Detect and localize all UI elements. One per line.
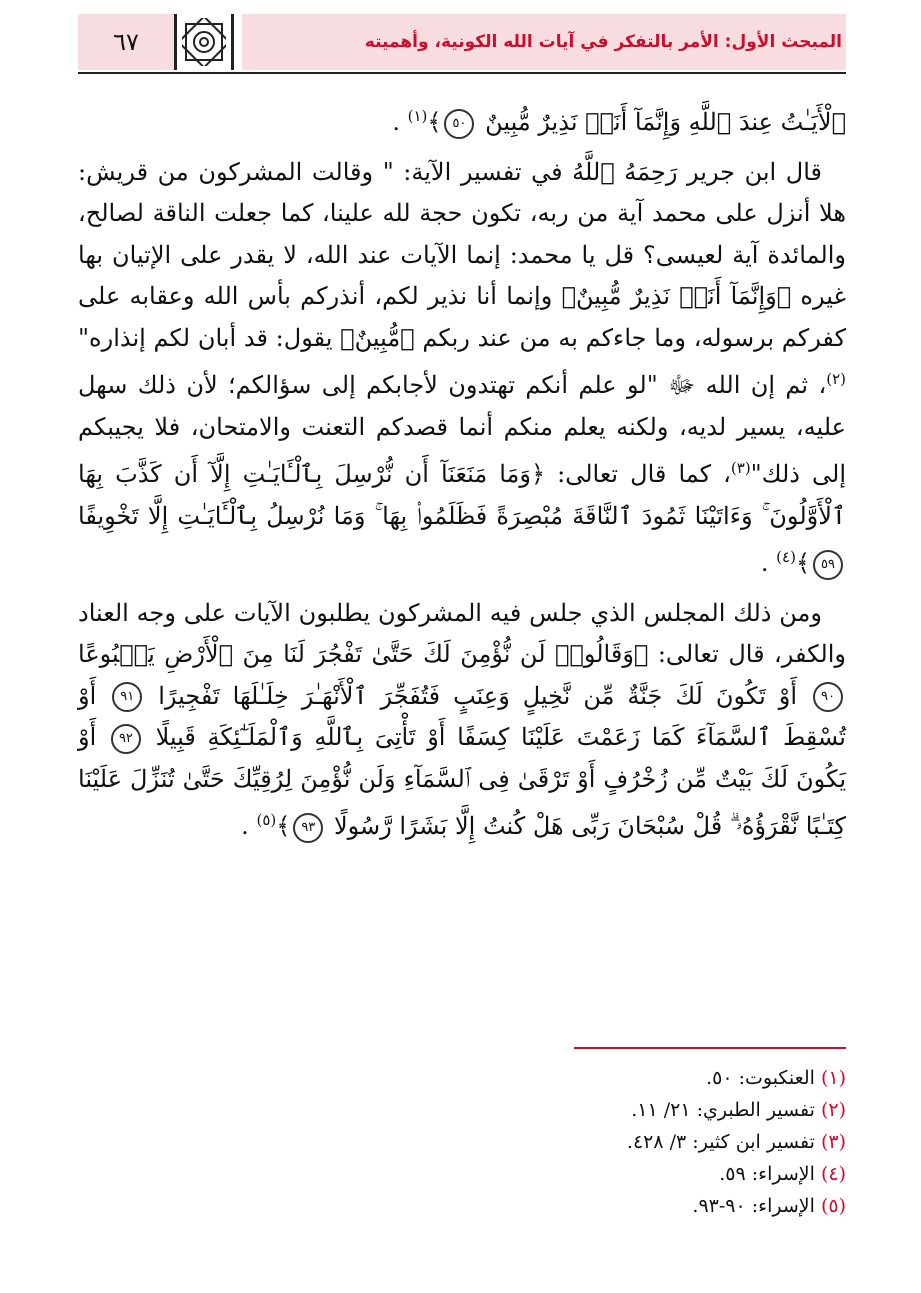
footnote-text: الإسراء: ٥٩. (719, 1163, 815, 1185)
footnote-number: (١) (820, 1067, 846, 1089)
paragraph-text: ، كما قال تعالى: (557, 460, 731, 488)
paragraph-end: . (392, 108, 400, 136)
paragraph-text: ، ثم إن الله ﷻ "لو علم أنكم تهتدون لأجابكم إلى سؤالكم؛ لأن ذلك سهل عليه، يسير لديه، ولكنه يعلم منكم أنما قصدكم التعنت والامتحان، فلا يجيبكم إلى ذلك" (78, 371, 846, 488)
footnote-item (78, 1190, 846, 1222)
footnote-ref: (٣) (730, 459, 751, 477)
paragraph-text: يقول: قد أبان لكم إنذاره" (78, 323, 333, 352)
quran-verse: ﴿وَقَالُوا۟ لَن نُّؤْمِنَ لَكَ حَتَّىٰ تَفْجُرَ لَنَا مِنَ ٱلْأَرْضِ يَنۢبُوعًا (78, 640, 649, 668)
paragraph-text: قال ابن جرير رَحِمَهُ ٱللَّهُ في تفسير الآية: " وقالت المشركون من قريش: هلا أنزل على محمد آية من ربه، تكون حجة لله علينا، كما جعلت الناقة لصالح، والمائدة آية لعيسى؟ قل يا محمد: إنما الآيات عند الله، لا يقدر على الإتيان بها غيره (78, 157, 846, 310)
paragraph-end: . (760, 549, 769, 577)
footnote-ref: (١) (407, 107, 428, 125)
quran-close-bracket: ﴾ (276, 812, 291, 840)
ayah-number-icon: ٩٣ (293, 813, 323, 843)
footnote-ref: (٤) (776, 548, 796, 566)
ayah-number-icon: ٩٢ (111, 724, 141, 754)
footnote-number: (٥) (820, 1195, 846, 1217)
chapter-title: المبحث الأول: الأمر بالتفكر في آيات الله الكونية، وأهميته (242, 14, 846, 70)
paragraph-1 (78, 96, 846, 144)
paragraph-text: وإنما أنا نذير لكم، أنذركم بأس الله وعقابه على كفركم برسوله، وما جاءكم به من عند ربكم (78, 282, 847, 352)
footnote-item (78, 1062, 846, 1094)
footnote-item (78, 1094, 846, 1126)
footnote-text: العنكبوت: ٥٠. (706, 1067, 815, 1089)
main-text (78, 96, 846, 848)
paragraph-2 (78, 152, 846, 585)
quran-verse: ٱلْأَيَـٰتُ عِندَ ٱللَّهِ وَإِنَّمَآ أَنَا۠ نَذِيرٌ مُّبِينٌ (485, 108, 846, 136)
paragraph-end: . (241, 812, 249, 840)
ayah-number-icon: ٩٠ (813, 682, 843, 712)
footnote-text: تفسير الطبري: ٢١/ ١١. (631, 1099, 815, 1121)
quran-quote: ﴿وَإِنَّمَآ أَنَا۠ نَذِيرٌ مُّبِينٌ﴾ (561, 282, 792, 310)
quran-verse: أَوْ تَكُونَ لَكَ جَنَّةٌ مِّن نَّخِيلٍ وَعِنَبٍ فَتُفَجِّرَ ٱلْأَنْهَـٰرَ خِلَـٰلَهَا تَفْجِيرًا (158, 681, 798, 710)
footnote-number: (٢) (820, 1099, 846, 1121)
paragraph-3 (78, 593, 846, 848)
quran-verse: ﴿وَمَا مَنَعَنَآ أَن نُّرْسِلَ بِٱلْـَٔايَـٰتِ إِلَّآ أَن كَذَّبَ بِهَا ٱلْأَوَّلُونَ ۚ وَءَاتَيْنَا ثَمُودَ ٱلنَّاقَةَ مُبْصِرَةً فَظَلَمُوا۟ بِهَا ۚ وَمَا نُرْسِلُ بِٱلْـَٔايَـٰتِ إِلَّا تَخْوِيفًا (78, 460, 846, 530)
footnote-text: تفسير ابن كثير: ٣/ ٤٢٨. (626, 1131, 815, 1153)
footnote-number: (٤) (820, 1163, 846, 1185)
ornament-icon (174, 14, 234, 70)
quran-close-bracket: ﴾ (795, 549, 810, 577)
ayah-number-icon: ٥٩ (813, 550, 843, 580)
footnote-text: الإسراء: ٩٠-٩٣. (692, 1195, 815, 1217)
quran-verse: أَوْ يَكُونَ لَكَ بَيْتٌ مِّن زُخْرُفٍ أَوْ تَرْقَىٰ فِى ٱلسَّمَآءِ وَلَن نُّؤْمِنَ لِرُقِيِّكَ حَتَّىٰ تُنَزِّلَ عَلَيْنَا كِتَـٰبًا نَّقْرَؤُهُۥ ۗ قُلْ سُبْحَانَ رَبِّى هَلْ كُنتُ إِلَّا بَشَرًا رَّسُولًا (78, 723, 846, 840)
footnotes (78, 1062, 846, 1222)
header-divider (78, 72, 846, 74)
ayah-number-icon: ٩١ (112, 682, 142, 712)
quran-quote: ﴿مُّبِينٌ﴾ (340, 323, 415, 352)
footnote-divider (574, 1047, 846, 1049)
quran-close-bracket: ﴾ (427, 108, 442, 136)
quran-verse: أَوْ تُسْقِطَ ٱلسَّمَآءَ كَمَا زَعَمْتَ عَلَيْنَا كِسَفًا أَوْ تَأْتِىَ بِٱللَّهِ وَٱلْمَلَـٰٓئِكَةِ قَبِيلًا (78, 681, 846, 751)
footnote-item (78, 1158, 846, 1190)
paragraph-text: ومن ذلك المجلس الذي جلس فيه المشركون يطلبون الآيات على وجه العناد والكفر، قال تعالى: (78, 598, 846, 668)
footnote-ref: (٥) (256, 811, 277, 829)
footnote-ref: (٢) (826, 370, 846, 388)
ayah-number-icon: ٥٠ (444, 109, 474, 139)
footnote-number: (٣) (820, 1131, 846, 1153)
page-header (78, 14, 846, 70)
page-number: ٦٧ (78, 14, 174, 70)
footnote-item (78, 1126, 846, 1158)
